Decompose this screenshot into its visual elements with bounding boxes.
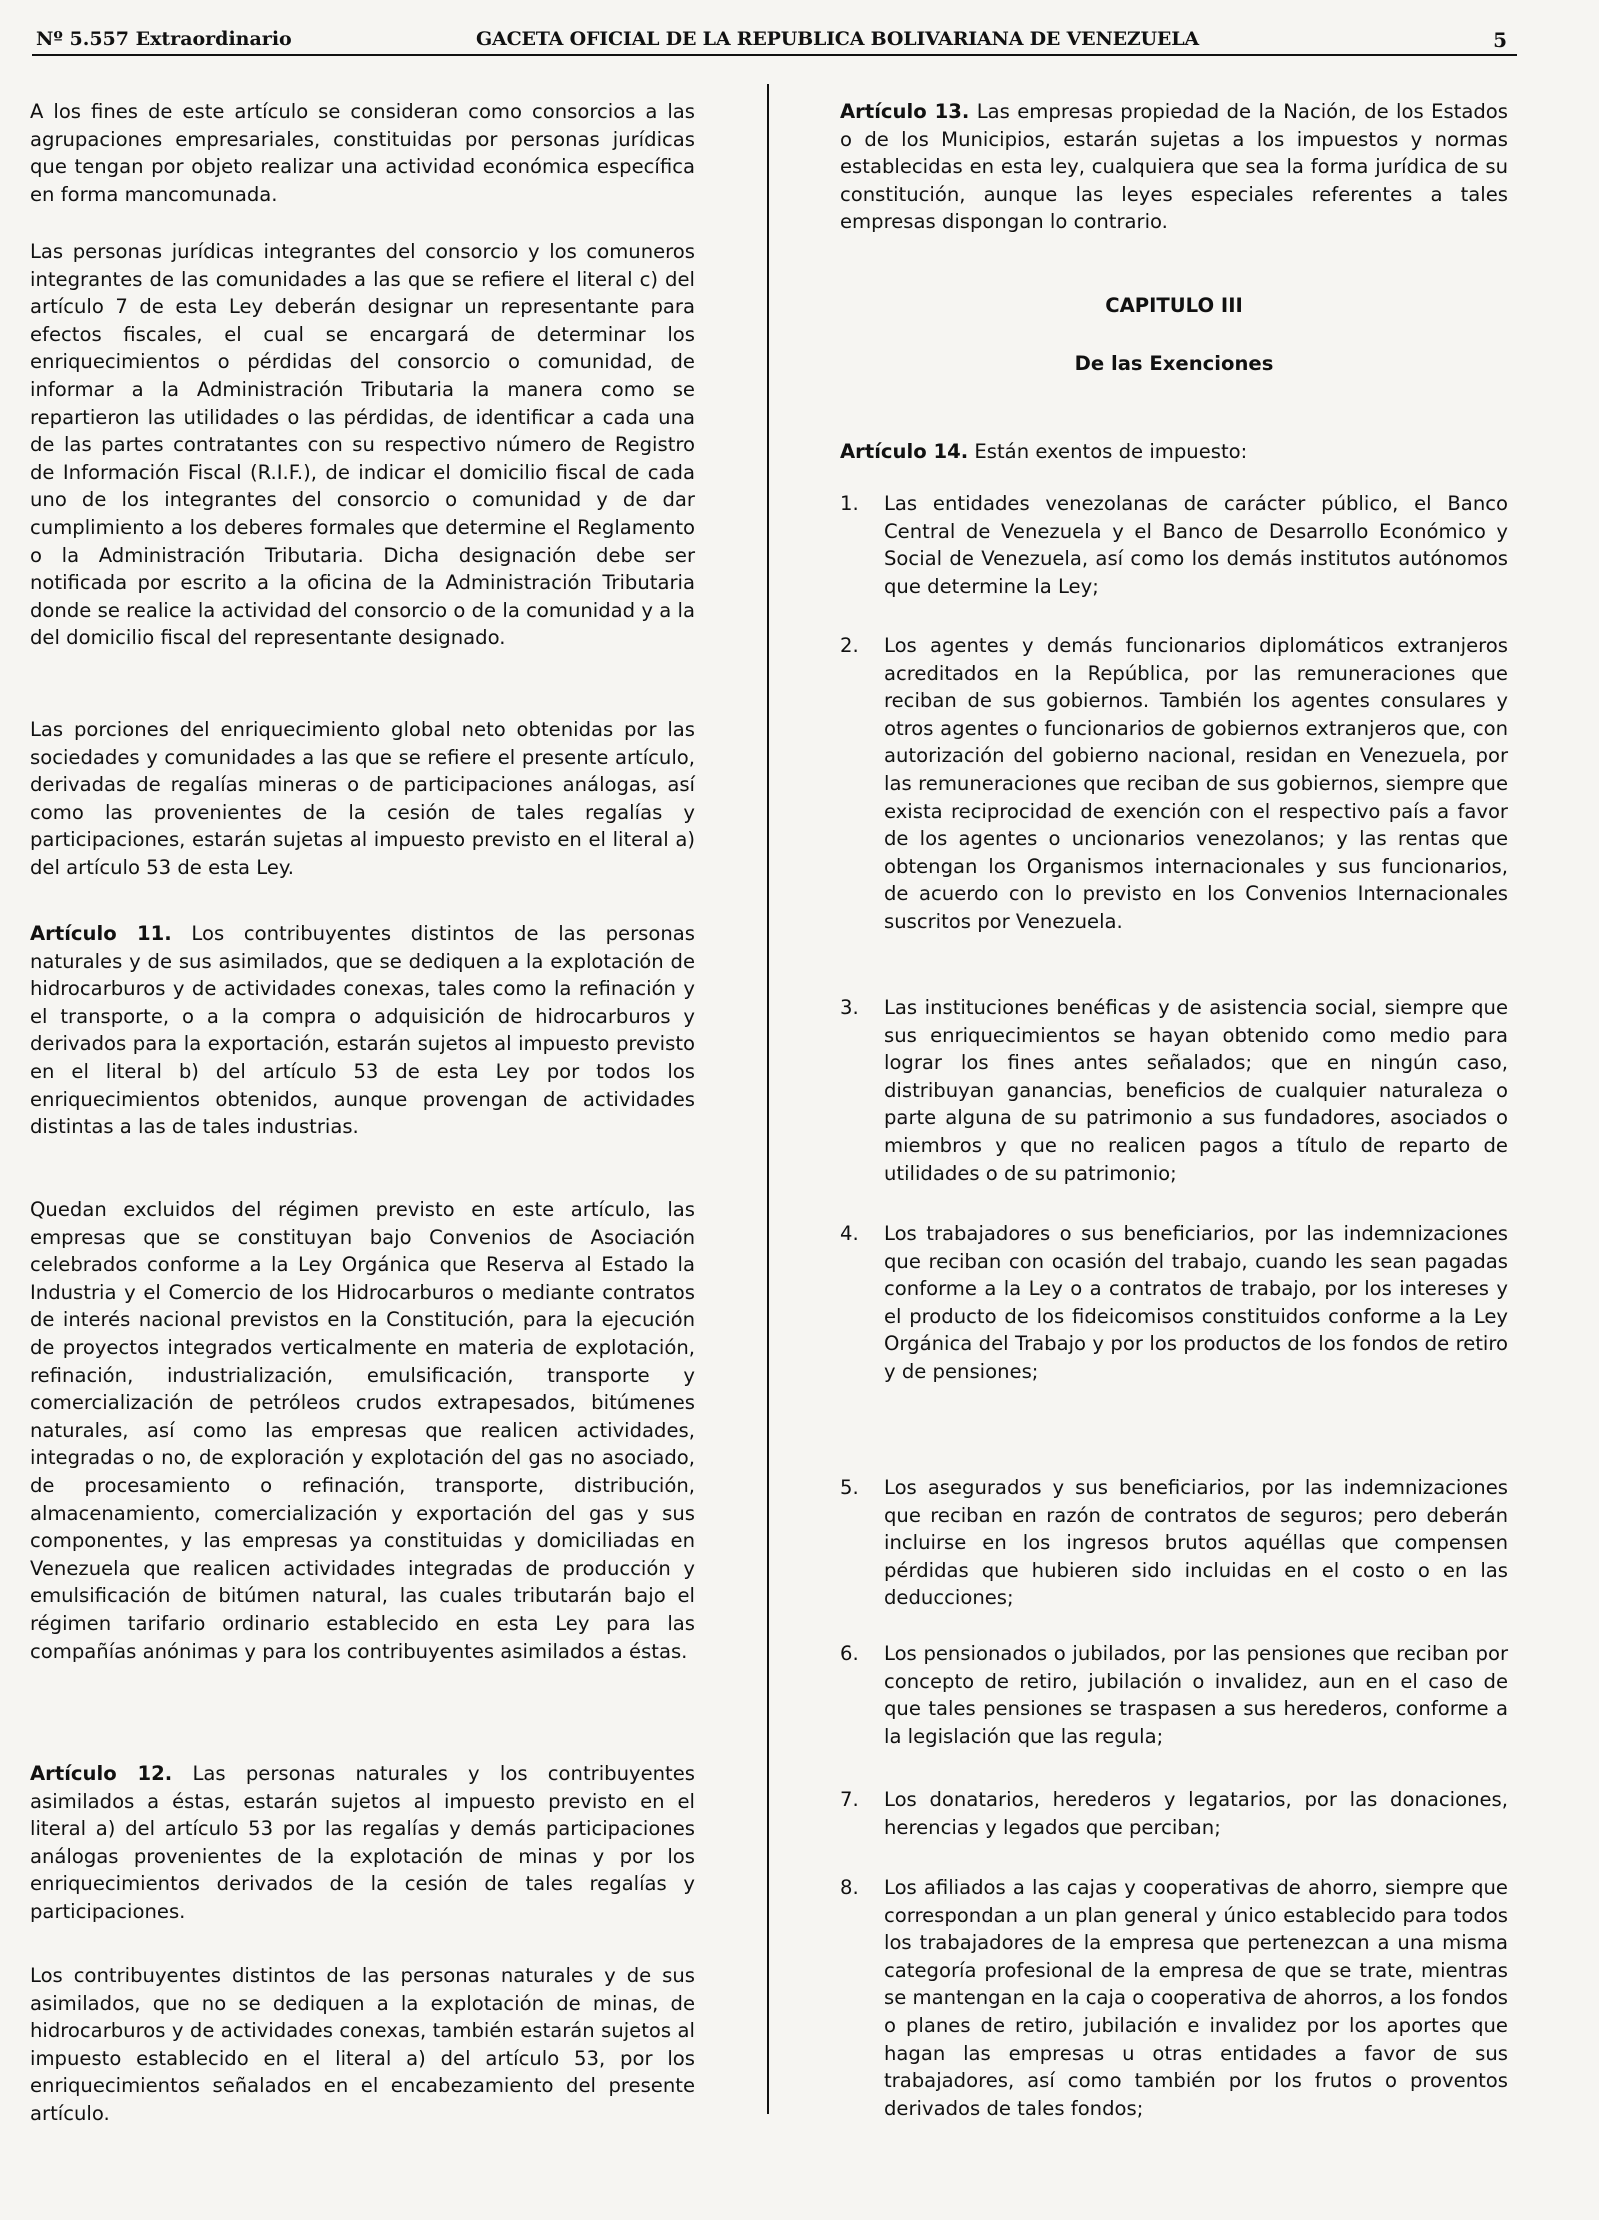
article-11 — [30, 920, 695, 1141]
list-item — [840, 1874, 1508, 2122]
item-number: 2. — [840, 634, 859, 657]
paragraph-porciones-enriquecimiento: Las porciones del enriquecimiento global neto obtenidas por las sociedades y comunidades a las que se refiere el presente artículo, derivadas de regalías mineras o de participaciones análogas, así como las provenientes de la cesión de tales regalías y participaciones, estarán sujetas al impuesto previsto en el literal a) del artículo 53 de esta Ley. — [30, 718, 695, 879]
item-number: 6. — [840, 1642, 859, 1665]
item-number: 8. — [840, 1876, 859, 1899]
article-12 — [30, 1760, 695, 1926]
item-number: 3. — [840, 996, 859, 1019]
item-number: 1. — [840, 492, 859, 515]
article-13-label: Artículo 13. — [840, 100, 970, 123]
paragraph-consorcios-definition: A los fines de este artículo se consideran como consorcios a las agrupaciones empresariales, constituidas por personas jurídicas que tengan por objeto realizar una actividad económica específica en forma mancomunada. — [30, 100, 695, 206]
page-number: 5 — [1493, 28, 1507, 52]
chapter-heading: CAPITULO III — [1105, 294, 1243, 317]
paragraph-representante-fiscal: Las personas jurídicas integrantes del consorcio y los comuneros integrantes de las comunidades a las que se refiere el literal c) del artículo 7 de esta Ley deberán designar un representante para efectos fiscales, el cual se encargará de determinar los enriquecimientos o pérdidas del consorcio o comunidad, de informar a la Administración Tributaria la manera como se repartieron las utilidades o las pérdidas, de identificar a cada una de las partes contratantes con su respectivo número de Registro de Información Fiscal (R.I.F.), de indicar el domicilio fiscal de cada uno de los integrantes del consorcio o comunidad y de dar cumplimiento a los deberes formales que determine el Reglamento o la Administración Tributaria. Dicha designación debe ser notificada por escrito a la oficina de la Administración Tributaria donde se realice la actividad del consorcio o de la comunidad y a la del domicilio fiscal del representante designado. — [30, 240, 695, 650]
column-divider — [767, 84, 769, 2114]
article-11-label: Artículo 11. — [30, 922, 172, 945]
item-text: Los trabajadores o sus beneficiarios, por las indemnizaciones que reciban con ocasión del trabajo, cuando les sean pagadas conforme a la Ley o a contratos de trabajo, por los intereses y el producto de los fideicomisos constituidos conforme a la Ley Orgánica del Trabajo y por los productos de los fondos de retiro y de pensiones; — [884, 1222, 1508, 1383]
list-item — [840, 1474, 1508, 1612]
item-text: Las entidades venezolanas de carácter público, el Banco Central de Venezuela y el Banco de Desarrollo Económico y Social de Venezuela, así como los demás institutos autónomos que determine la Ley; — [884, 492, 1508, 598]
article-14-text: Están exentos de impuesto: — [968, 440, 1248, 463]
gazette-title: GACETA OFICIAL DE LA REPUBLICA BOLIVARIANA DE VENEZUELA — [476, 28, 1199, 50]
list-item — [840, 994, 1508, 1187]
article-14 — [840, 438, 1508, 466]
item-number: 7. — [840, 1788, 859, 1811]
item-number: 4. — [840, 1222, 859, 1245]
item-text: Los afiliados a las cajas y cooperativas de ahorro, siempre que correspondan a un plan general y único establecido para todos los trabajadores de la empresa que pertenezcan a una misma categoría profesional de la empresa de que se trate, mientras se mantengan en la caja o cooperativa de ahorros, a los fondos o planes de retiro, jubilación e invalidez por los aportes que hagan las empresas u otras entidades a favor de sus trabajadores, así como también por los frutos o proventos derivados de tales fondos; — [884, 1876, 1508, 2120]
item-text: Los asegurados y sus beneficiarios, por las indemnizaciones que reciban en razón de contratos de seguros; pero deberán incluirse en los ingresos brutos aquéllas que compensen pérdidas que hubieren sido incluidas en el costo o en las deducciones; — [884, 1476, 1508, 1610]
list-item — [840, 1786, 1508, 1841]
item-text: Los agentes y demás funcionarios diplomáticos extranjeros acreditados en la República, por las remuneraciones que reciban de sus gobiernos. También los agentes consulares y otros agentes o funcionarios de gobiernos extranjeros que, con autorización del gobierno nacional, residan en Venezuela, por las remuneraciones que reciban de sus gobiernos, siempre que exista reciprocidad de exención con el respectivo país a favor de los agentes o uncionarios venezolanos; y las rentas que obtengan los Organismos internacionales y sus funcionarios, de acuerdo con lo previsto en los Convenios Internacionales suscritos por Venezuela. — [884, 634, 1508, 933]
list-item — [840, 1220, 1508, 1386]
article-13-text: Las empresas propiedad de la Nación, de los Estados o de los Municipios, estarán sujetas a los impuestos y normas establecidas en esta ley, cualquiera que sea la forma jurídica de su constitución, aunque las leyes especiales referentes a tales empresas dispongan lo contrario. — [840, 100, 1508, 234]
paragraph-contribuyentes-distintos: Los contribuyentes distintos de las personas naturales y de sus asimilados, que no se dediquen a la explotación de minas, de hidrocarburos y de actividades conexas, también estarán sujetos al impuesto establecido en el literal a) del artículo 53, por los enriquecimientos señalados en el encabezamiento del presente artículo. — [30, 1964, 695, 2125]
page-header — [32, 24, 1517, 56]
chapter-title: De las Exenciones — [1074, 352, 1274, 375]
list-item — [840, 632, 1508, 936]
article-12-text: Las personas naturales y los contribuyentes asimilados a éstas, estarán sujetos al impuesto previsto en el literal a) del artículo 53 por las regalías y demás participaciones análogas provenientes de la explotación de minas y por los enriquecimientos derivados de la cesión de tales regalías y participaciones. — [30, 1762, 696, 1923]
item-text: Los pensionados o jubilados, por las pensiones que reciban por concepto de retiro, jubilación o invalidez, aun en el caso de que tales pensiones se traspasen a sus herederos, conforme a la legislación que las regula; — [884, 1642, 1508, 1748]
article-13 — [840, 98, 1508, 236]
item-text: Los donatarios, herederos y legatarios, por las donaciones, herencias y legados que perciban; — [884, 1788, 1508, 1839]
article-12-label: Artículo 12. — [30, 1762, 173, 1785]
item-number: 5. — [840, 1476, 859, 1499]
item-text: Las instituciones benéficas y de asistencia social, siempre que sus enriquecimientos se hayan obtenido como medio para lograr los fines antes señalados; que en ningún caso, distribuyan ganancias, beneficios de cualquier naturaleza o parte alguna de su patrimonio a sus fundadores, asociados o miembros y que no realicen pagos a título de reparto de utilidades o de su patrimonio; — [884, 996, 1508, 1185]
paragraph-excluidos-regimen: Quedan excluidos del régimen previsto en este artículo, las empresas que se constituyan bajo Convenios de Asociación celebrados conforme a la Ley Orgánica que Reserva al Estado la Industria y el Comercio de los Hidrocarburos o mediante contratos de interés nacional previstos en la Constitución, para la ejecución de proyectos integrados verticalmente en materia de explotación, refinación, industrialización, emulsificación, transporte y comercialización de petróleos crudos extrapesados, bitúmenes naturales, así como las empresas que realicen actividades, integradas o no, de exploración y explotación del gas no asociado, de procesamiento o refinación, transporte, distribución, almacenamiento, comercialización y exportación del gas y sus componentes, y las empresas ya constituidas y domiciliadas en Venezuela que realicen actividades integradas de producción y emulsificación de bitúmen natural, las cuales tributarán bajo el régimen tarifario ordinario establecido en esta Ley para las compañías anónimas y para los contribuyentes asimilados a éstas. — [30, 1198, 695, 1663]
article-11-text: Los contribuyentes distintos de las personas naturales y de sus asimilados, que se dediquen a la explotación de hidrocarburos y de actividades conexas, tales como la refinación y el transporte, o a la compra o adquisición de hidrocarburos y derivados para la exportación, estarán sujetos al impuesto previsto en el literal b) del artículo 53 de esta Ley por todos los enriquecimientos obtenidos, aunque provengan de actividades distintas a las de tales industrias. — [30, 922, 695, 1139]
issue-number: Nº 5.557 Extraordinario — [36, 28, 292, 50]
list-item — [840, 490, 1508, 600]
list-item — [840, 1640, 1508, 1750]
article-14-label: Artículo 14. — [840, 440, 969, 463]
